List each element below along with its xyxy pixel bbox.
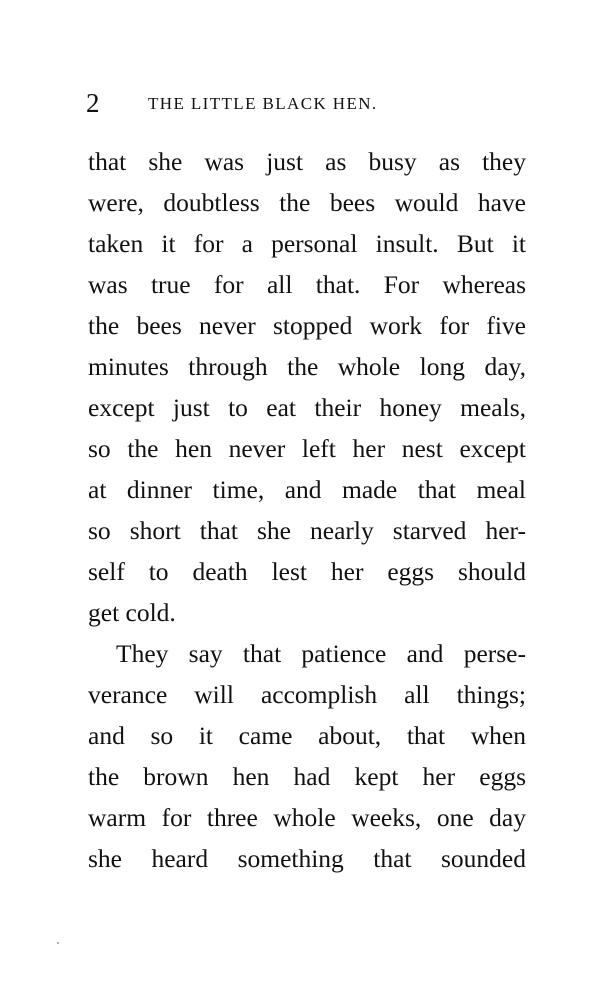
text-line: were, doubtless the bees would have (88, 188, 526, 217)
text-line: she heard something that sounded (88, 844, 526, 873)
text-line: so short that she nearly starved her- (88, 516, 526, 545)
text-line: at dinner time, and made that meal (88, 475, 526, 504)
text-line: get cold. (88, 598, 176, 627)
text-line: and so it came about, that when (88, 721, 526, 750)
text-line: the bees never stopped work for five (88, 311, 526, 340)
text-line: except just to eat their honey meals, (88, 393, 526, 422)
page-header (86, 88, 526, 118)
text-line: minutes through the whole long day, (88, 352, 526, 381)
text-line: taken it for a personal insult. But it (88, 229, 526, 258)
running-title: THE LITTLE BLACK HEN. (148, 94, 378, 113)
text-line: the brown hen had kept her eggs (88, 762, 526, 791)
text-line: verance will accomplish all things; (88, 680, 526, 709)
paper-speck (57, 942, 59, 944)
text-line: was true for all that. For whereas (88, 270, 526, 299)
text-line: warm for three whole weeks, one day (88, 803, 526, 832)
text-line: that she was just as busy as they (88, 147, 526, 176)
text-line: so the hen never left her nest except (88, 434, 526, 463)
text-line: They say that patience and perse- (116, 639, 526, 668)
text-line: self to death lest her eggs should (88, 557, 526, 586)
page-number: 2 (86, 88, 100, 118)
